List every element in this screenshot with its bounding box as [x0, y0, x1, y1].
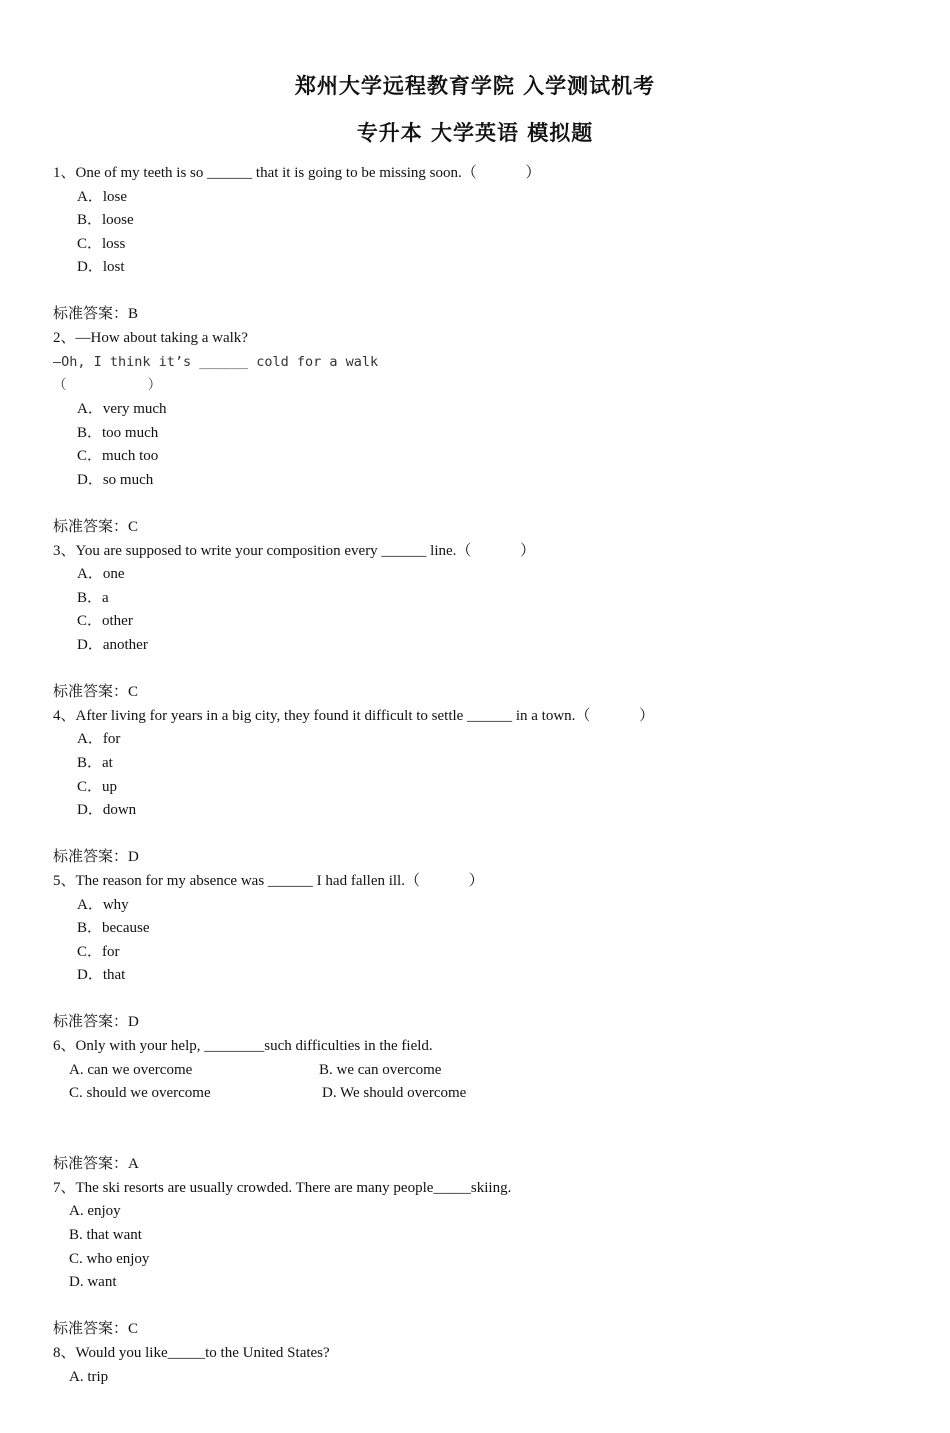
question-6-stem: 6、Only with your help, ________such difficulties in the field.	[53, 1038, 433, 1054]
question-7-option-c: C. who enjoy	[69, 1251, 150, 1267]
question-5-option-c: C．for	[77, 944, 120, 960]
question-3-option-b: B．a	[77, 590, 109, 606]
question-2-option-b: B．too much	[77, 425, 159, 441]
question-4-option-b: B．at	[77, 755, 113, 771]
question-3-stem: 3、You are supposed to write your composition every ______ line.（ ）	[53, 543, 536, 559]
question-4-option-d: D．down	[77, 802, 137, 818]
question-3-option-d: D．another	[77, 637, 148, 653]
question-2-blank-paren: （ ）	[53, 377, 162, 393]
question-4-option-a: A．for	[77, 731, 121, 747]
question-2-option-d: D．so much	[77, 472, 154, 488]
question-7-answer: 标准答案：C	[53, 1321, 139, 1337]
question-2-option-c: C．much too	[77, 448, 159, 464]
question-4-option-c: C．up	[77, 779, 118, 795]
question-5-answer: 标准答案：D	[53, 1014, 139, 1030]
question-6-option-c: C. should we overcome	[69, 1085, 211, 1101]
question-2-option-a: A．very much	[77, 401, 167, 417]
question-3-option-c: C．other	[77, 613, 133, 629]
question-8-option-a: A. trip	[69, 1369, 109, 1385]
question-1-option-c: C．loss	[77, 236, 126, 252]
question-3-option-a: A．one	[77, 566, 125, 582]
question-3-answer: 标准答案：C	[53, 684, 139, 700]
question-5-option-a: A．why	[77, 897, 129, 913]
question-1-option-b: B．loose	[77, 212, 134, 228]
question-6-option-a: A. can we overcome	[69, 1062, 193, 1078]
question-7-option-b: B. that want	[69, 1227, 142, 1243]
question-7-option-a: A. enjoy	[69, 1203, 121, 1219]
page-subtitle: 专升本 大学英语 模拟题	[356, 120, 594, 145]
question-1-answer: 标准答案：B	[53, 306, 139, 322]
question-1-option-a: A．lose	[77, 189, 127, 205]
question-5-stem: 5、The reason for my absence was ______ I had fallen ill.（ ）	[53, 873, 484, 889]
question-8-stem: 8、Would you like_____to the United States?	[53, 1345, 330, 1361]
question-4-stem: 4、After living for years in a big city, they found it difficult to settle ______ in a town.（ ）	[53, 708, 655, 724]
question-1-stem: 1、One of my teeth is so ______ that it is going to be missing soon.（ ）	[53, 165, 541, 181]
question-2-stem: 2、—How about taking a walk?	[53, 330, 248, 346]
page-title: 郑州大学远程教育学院 入学测试机考	[294, 73, 656, 98]
question-7-option-d: D. want	[69, 1274, 117, 1290]
question-2-answer: 标准答案：C	[53, 519, 139, 535]
question-6-answer: 标准答案：A	[53, 1156, 139, 1172]
question-6-option-b: B. we can overcome	[319, 1062, 442, 1078]
question-6-option-d: D. We should overcome	[322, 1085, 467, 1101]
question-4-answer: 标准答案：D	[53, 849, 139, 865]
question-2-stem-line2: —Oh, I think it’s ______ cold for a walk	[53, 354, 379, 370]
question-5-option-d: D．that	[77, 967, 126, 983]
question-1-option-d: D．lost	[77, 259, 125, 275]
question-7-stem: 7、The ski resorts are usually crowded. There are many people_____skiing.	[53, 1180, 512, 1196]
question-5-option-b: B．because	[77, 920, 150, 936]
